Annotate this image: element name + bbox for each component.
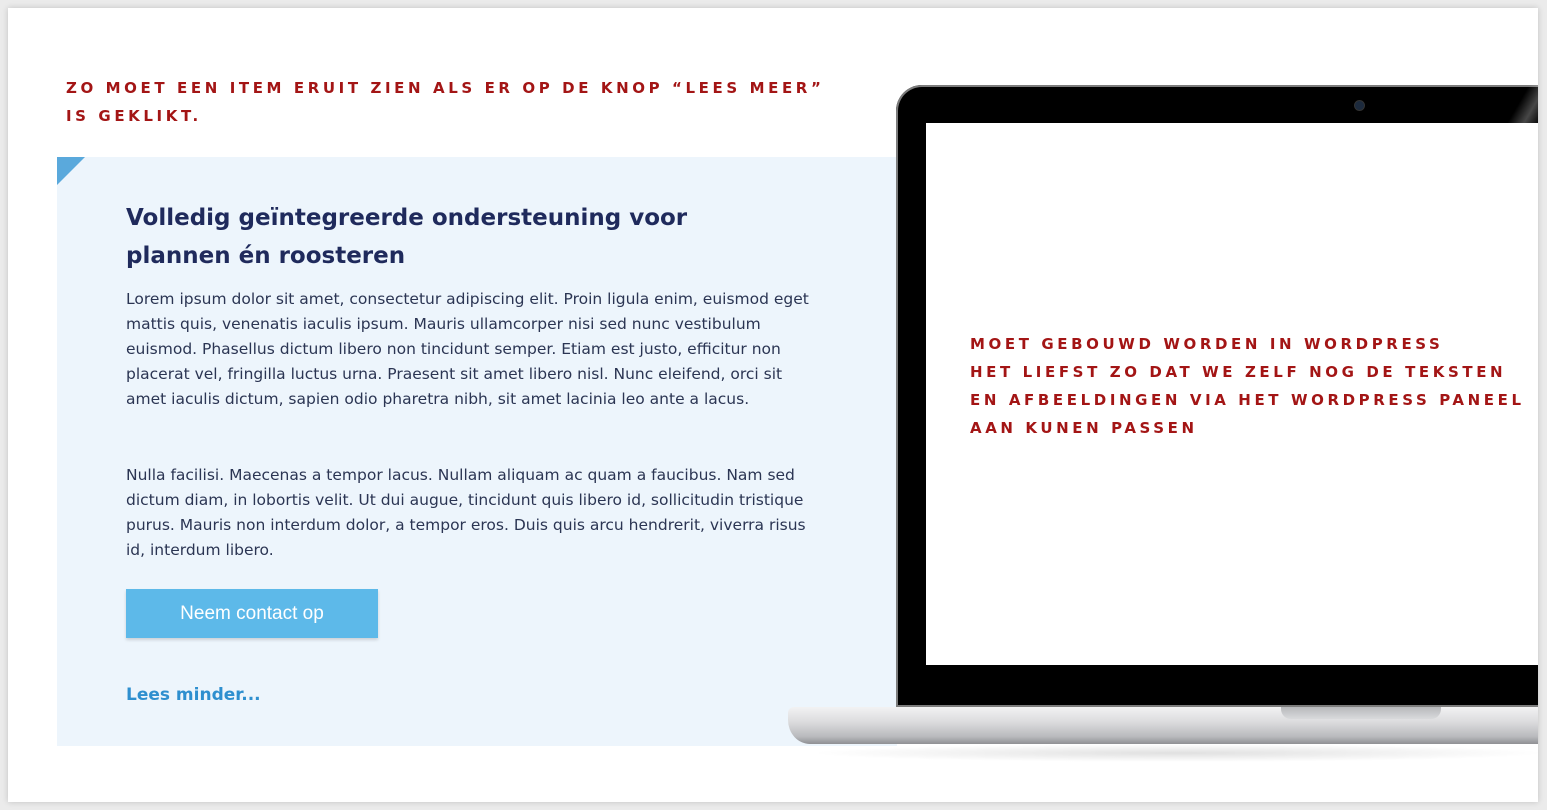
top-annotation: ZO MOET EEN ITEM ERUIT ZIEN ALS ER OP DE KNOP “LEES MEER” IS GEKLIKT.: [66, 79, 825, 125]
expanded-item-panel: [57, 157, 897, 746]
contact-button[interactable]: Neem contact op: [126, 589, 378, 638]
corner-accent: [57, 157, 85, 185]
read-less-link[interactable]: Lees minder...: [126, 685, 261, 705]
screen-annotation-line-4: AAN KUNEN PASSEN: [970, 419, 1198, 437]
laptop-shadow: [808, 744, 1538, 762]
item-paragraph-2: Nulla facilisi. Maecenas a tempor lacus. Nullam aliquam ac quam a faucibus. Nam sed dictum diam, in lobortis velit. Ut dui augue, tincidunt quis libero id, sollicitudin tristique purus. Mauris non interdum dolor, a tempor eros. Duis quis arcu hendrerit, viverra risus id, interdum libero.: [126, 466, 806, 559]
screen-annotation-line-2: HET LIEFST ZO DAT WE ZELF NOG DE TEKSTEN: [970, 363, 1507, 381]
camera-icon: [1355, 101, 1364, 110]
screen-annotation: [970, 330, 1538, 442]
laptop-notch: [1281, 707, 1441, 719]
screen-annotation-line-1: MOET GEBOUWD WORDEN IN WORDPRESS: [970, 335, 1444, 353]
item-title: Volledig geïntegreerde ondersteuning voor plannen én roosteren: [126, 205, 688, 269]
lid-glare: [1496, 85, 1538, 125]
page-frame: [8, 8, 1538, 802]
screen-annotation-line-3: EN AFBEELDINGEN VIA HET WORDPRESS PANEEL: [970, 391, 1525, 409]
item-paragraph-1: Lorem ipsum dolor sit amet, consectetur adipiscing elit. Proin ligula enim, euismod eget mattis quis, venenatis iaculis ipsum. Mauris ullamcorper nisi sed nunc vestibulum euismod. Phasellus dictum libero non tincidunt semper. Etiam est justo, efficitur non placerat vel, fringilla luctus urna. Praesent sit amet libero nisl. Nunc eleifend, orci sit amet iaculis dictum, sapien odio pharetra nibh, sit amet lacinia leo ante a lacus.: [126, 290, 809, 408]
